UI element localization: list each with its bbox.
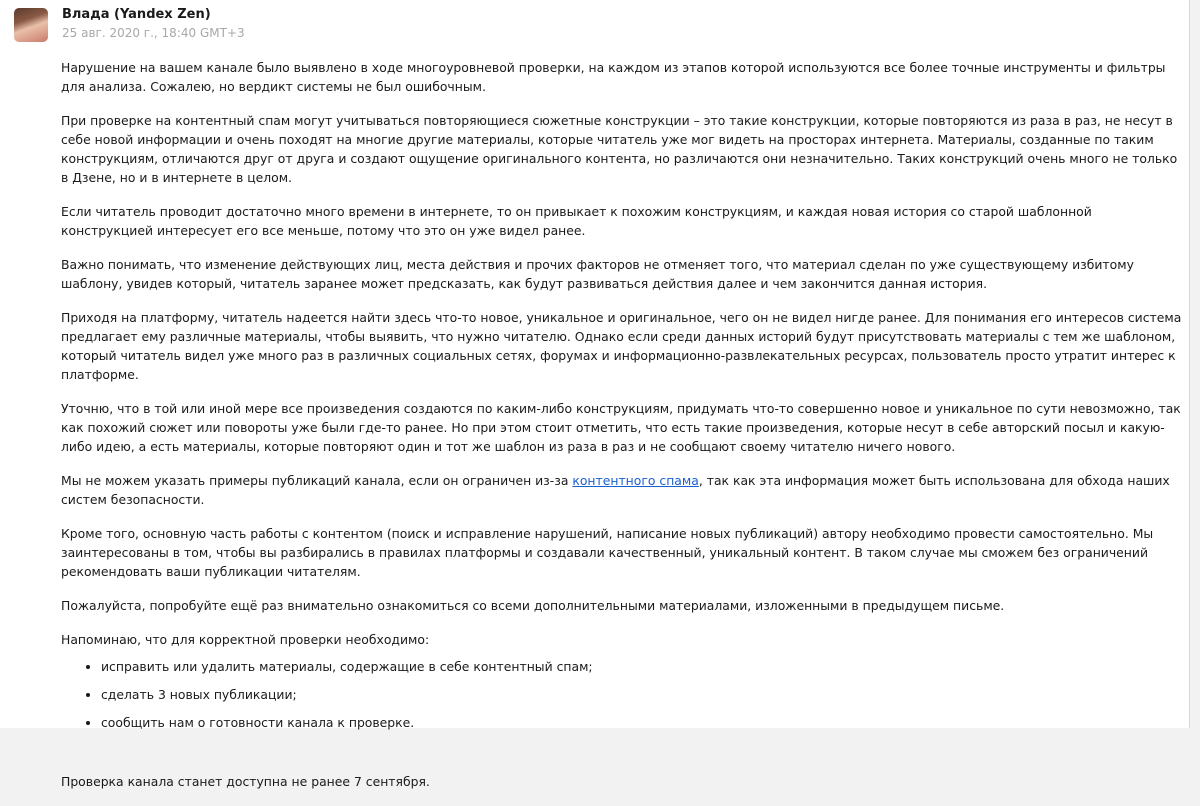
paragraph: Приходя на платформу, читатель надеется найти здесь что-то новое, уникальное и оригинальное, чего он не видел нигде ранее. Для понимания его интересов система предлагает ему различные материалы, чтобы выявить, что нужно читателю. Однако если среди данных историй будут присутствовать материалы с тем же шаблоном, который читатель видел уже много раз в различных социальных сетях, форумах и информационно-развлекательных ресурсах, пользователь просто утратит интерес к платформе. — [61, 310, 1182, 382]
content-spam-link[interactable]: контентного спама — [572, 473, 699, 488]
paragraph: Если читатель проводит достаточно много времени в интернете, то он привыкает к похожим конструкциям, и каждая новая история со старой шаблонной конструкцией интересует его все меньше, потому что это он уже видел ранее. — [61, 204, 1092, 238]
paragraph: Уточню, что в той или иной мере все произведения создаются по каким-либо конструкциям, придумать что-то совершенно новое и уникальное по сути невозможно, так как похожий сюжет или повороты уже были где-то ранее. Но при этом стоит отметить, что есть такие произведения, которые несут в себе авторский посыл и какую-либо идею, а есть материалы, которые повторяют один и тот же шаблон из раза в раз и не сообщают своему читателю ничего нового. — [61, 401, 1181, 454]
paragraph: Проверка канала станет доступна не ранее 7 сентября. — [61, 774, 430, 789]
list-item: • сделать 3 новых публикации; — [101, 685, 1186, 704]
message-body — [61, 58, 1186, 806]
text: , так как эта информация может быть использована для обхода наших систем безопасности. — [61, 473, 1170, 507]
paragraph — [61, 471, 1186, 509]
paragraph: При проверке на контентный спам могут учитываться повторяющиеся сюжетные конструкции – это такие конструкции, которые повторяются из раза в раз, не несут в себе новой информации и очень походят на многие другие материалы, которые читатель уже мог видеть на просторах интернета. Материалы, созданные по таким конструкциям, отличаются друг от друга и создают ощущение оригинального контента, но различаются они незначительно. Таких конструкций очень много не только в Дзене, но и в интернете в целом. — [61, 113, 1178, 185]
list-item: • сообщить нам о готовности канала к проверке. — [101, 713, 1186, 732]
paragraph: Пожалуйста, попробуйте ещё раз внимательно ознакомиться со всеми дополнительными материалами, изложенными в предыдущем письме. — [61, 598, 1005, 613]
message-date: 25 авг. 2020 г., 18:40 GMT+3 — [62, 26, 245, 40]
text: Мы не можем указать примеры публикаций канала, если он ограничен из-за — [61, 473, 573, 488]
paragraph: Нарушение на вашем канале было выявлено в ходе многоуровневой проверки, на каждом из этапов которой используются все более точные инструменты и фильтры для анализа. Сожалею, но вердикт системы не был ошибочным. — [61, 60, 1166, 94]
sender-avatar — [14, 8, 48, 42]
paragraph: Кроме того, основную часть работы с контентом (поиск и исправление нарушений, написание новых публикаций) автору необходимо провести самостоятельно. Мы заинтересованы в том, чтобы вы разбирались в правилах платформы и создавали качественный, уникальный контент. В таком случае мы сможем без ограничений рекомендовать ваши публикации читателям. — [61, 526, 1154, 579]
paragraph: Напоминаю, что для корректной проверки необходимо: — [61, 632, 430, 647]
sender-name: Влада (Yandex Zen) — [62, 7, 211, 22]
requirements-list — [61, 657, 1186, 732]
paragraph: Важно понимать, что изменение действующих лиц, места действия и прочих факторов не отменяет того, что материал сделан по уже существующему избитому шаблону, увидев который, читатель заранее может предсказать, как будут развиваться действия далее и чем закончится данная история. — [61, 257, 1134, 291]
list-item: • исправить или удалить материалы, содержащие в себе контентный спам; — [101, 657, 1186, 676]
